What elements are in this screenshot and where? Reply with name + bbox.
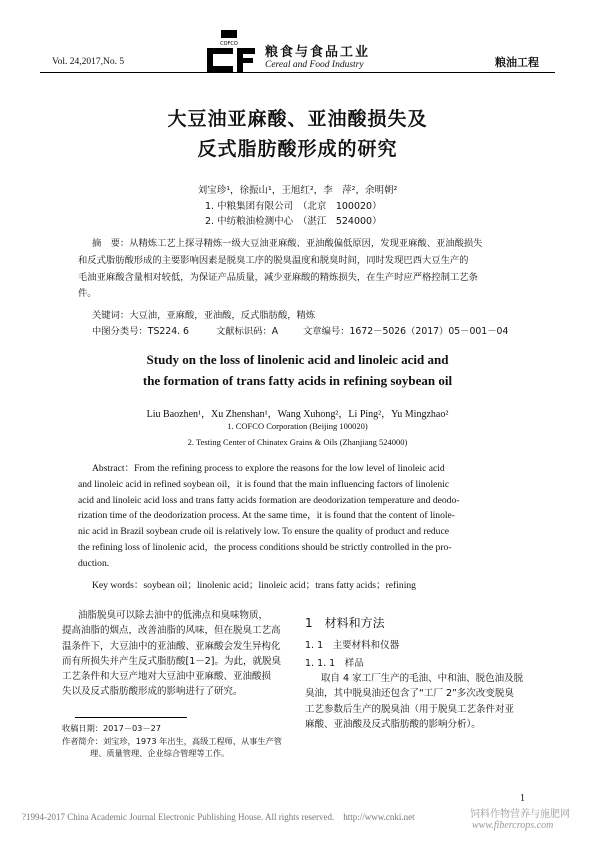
abstract-cn-line: 件。 (78, 288, 97, 300)
abstract-en-line: rization time of the deodorization process. At the same time，it is found that the content of linole- (78, 510, 455, 522)
abstract-en (78, 461, 518, 572)
document-code: 文献标识码：A (216, 326, 279, 337)
affiliation-en-1: 1. COFCO Corporation (Beijing 100020) (227, 421, 368, 431)
samples-paragraph (305, 671, 537, 732)
journal-logo (203, 26, 259, 74)
abstract-cn (78, 236, 518, 303)
watermark-url: www.fibercrops.com (472, 820, 554, 831)
section-heading-1-1-1: 1. 1. 1 样品 (305, 658, 364, 669)
title-cn-line-2: 反式脂肪酸形成的研究 (197, 138, 398, 160)
samples-line: 臭油，其中脱臭油还包含了“工厂 2”多次改变脱臭 (305, 688, 514, 700)
intro-line: 而有所损失并产生反式脂肪酸[1－2]。为此，就脱臭 (62, 655, 282, 667)
samples-line: 取自 4 家工厂生产的毛油、中和油、脱色油及脱 (321, 673, 524, 684)
svg-text:COFCO: COFCO (220, 41, 238, 47)
page-number: 1 (520, 793, 525, 804)
journal-name-cn: 粮食与食品工业 (265, 45, 371, 60)
article-number: 文章编号：1672－5026（2017）05－001－04 (303, 326, 509, 337)
affiliation-cn-1: 1. 中粮集团有限公司 （北京 100020） (205, 201, 382, 212)
footnote-line: 收稿日期：2017－03－27 (62, 723, 161, 733)
abstract-en-line: Abstract：From the refining process to explore the reasons for the low level of linoleic acid (92, 463, 445, 474)
footnote-divider (75, 717, 187, 718)
keywords-en: Key words：soybean oil；linolenic acid；linoleic acid；trans fatty acids；refining (92, 580, 416, 591)
watermark-text: 饲料作物营养与施肥网 (470, 809, 570, 820)
intro-line: 工艺条件和大豆产地对大豆油中亚麻酸、亚油酸损 (62, 671, 272, 683)
affiliation-en-2: 2. Testing Center of Chinatex Grains & Oils (Zhanjiang 524000) (187, 437, 408, 447)
title-cn-line-1: 大豆油亚麻酸、亚油酸损失及 (167, 108, 428, 130)
intro-line: 提高油脂的烟点，改善油脂的风味，但在脱臭工艺高 (62, 625, 281, 637)
section-label: 粮油工程 (495, 56, 539, 69)
samples-line: 工艺参数后生产的脱臭油（用于脱臭工艺条件对亚 (305, 703, 515, 715)
keywords-cn: 关键词：大豆油，亚麻酸，亚油酸，反式脂肪酸，精炼 (92, 310, 316, 321)
journal-name-en: Cereal and Food Industry (265, 60, 364, 70)
authors-cn: 刘宝珍¹，徐振山¹，王旭红²，李 萍²，余明朝² (197, 185, 398, 196)
section-heading-1: 1 材料和方法 (305, 616, 385, 630)
intro-line: 油脂脱臭可以除去油中的低沸点和臭味物质， (78, 610, 269, 621)
abstract-en-line: the refining loss of linolenic acid，the process conditions should be strictly controlled in the pro- (78, 541, 452, 553)
intro-paragraph (62, 608, 288, 700)
authors-en: Liu Baozhen¹，Xu Zhenshan¹，Wang Xuhong²，Li Ping²，Yu Mingzhao² (146, 409, 449, 420)
volume-info: Vol. 24,2017,No. 5 (52, 57, 125, 67)
footnote-line: 理、质量管理、企业综合管理等工作。 (90, 748, 230, 758)
abstract-cn-line: 毛油亚麻酸含量相对较低，为保证产品质量，减少亚麻酸的精炼损失，在生产时应严格控制工艺条 (78, 271, 478, 283)
abstract-en-line: and linoleic acid in refined soybean oil，it is found that the main influencing factors of linolenic (78, 478, 450, 490)
clc-number: 中图分类号：TS224. 6 (92, 326, 189, 337)
footnote (62, 722, 292, 760)
intro-line: 失以及反式脂肪酸形成的影响进行了研究。 (62, 686, 243, 698)
title-en-line-1: Study on the loss of linolenic acid and linoleic acid and (146, 352, 449, 367)
intro-line: 温条件下，大豆油中的亚油酸、亚麻酸会发生异构化 (62, 640, 281, 652)
abstract-cn-line: 和反式脂肪酸形成的主要影响因素是脱臭工序的脱臭温度和脱臭时间，同时发现巴西大豆生产的 (78, 254, 469, 266)
affiliation-cn-2: 2. 中纺粮油检测中心 （湛江 524000） (205, 216, 382, 227)
abstract-en-line: nic acid in Brazil soybean crude oil is relatively low. To ensure the quality of product and reduce (78, 526, 449, 538)
title-en-line-2: the formation of trans fatty acids in refining soybean oil (142, 373, 453, 388)
abstract-en-line: duction. (78, 557, 110, 569)
section-heading-1-1: 1. 1 主要材料和仪器 (305, 640, 400, 651)
abstract-en-line: acid and linoleic acid loss and trans fatty acids formation are deodorization temperature and deodo- (78, 494, 460, 506)
abstract-cn-line: 摘 要：从精炼工艺上探寻精炼一级大豆油亚麻酸、亚油酸偏低原因，发现亚麻酸、亚油酸损失 (92, 238, 483, 249)
footnote-line: 作者简介：刘宝珍，1973 年出生，高级工程师，从事生产管 (62, 735, 282, 746)
copyright-notice: ?1994-2017 China Academic Journal Electronic Publishing House. All rights reserved. http://www.cnki.net (22, 812, 415, 822)
samples-line: 麻酸、亚油酸及反式脂肪酸的影响分析）。 (305, 718, 481, 730)
header-rule (40, 72, 555, 73)
